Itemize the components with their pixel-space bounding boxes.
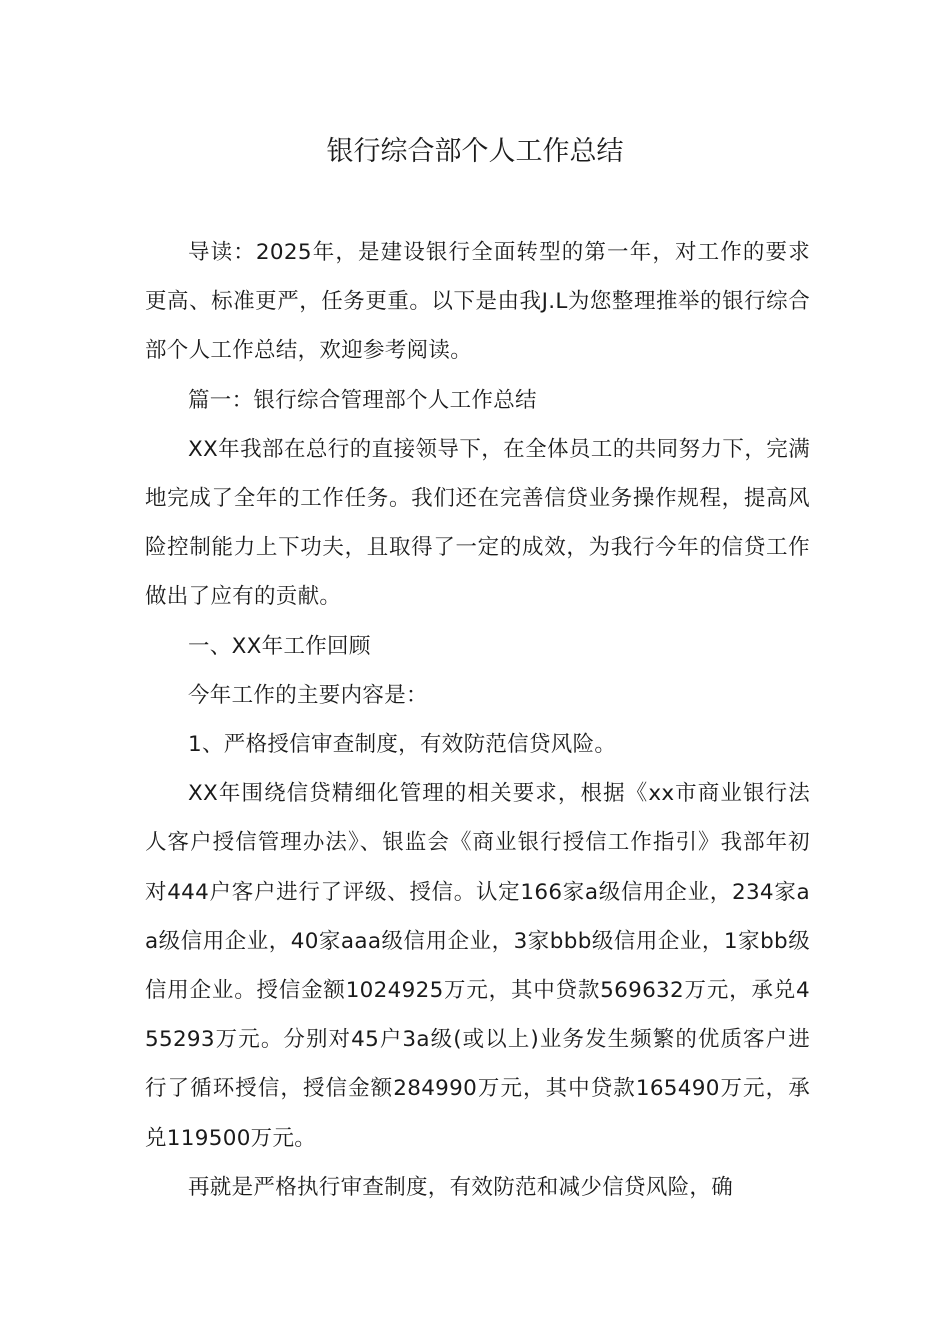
- paragraph-overview: XX年我部在总行的直接领导下，在全体员工的共同努力下，完满地完成了全年的工作任务。我们还在完善信贷业务操作规程，提高风险控制能力上下功夫，且取得了一定的成效，为我行今年的信贷工作做出了应有的贡献。: [145, 436, 810, 610]
- paragraph-intro: 导读：2025年，是建设银行全面转型的第一年，对工作的要求更高、标准更严，任务更重。以下是由我J.L为您整理推举的银行综合部个人工作总结，欢迎参考阅读。: [145, 240, 810, 364]
- paragraph-item-1: 1、严格授信审查制度，有效防范信贷风险。: [188, 732, 617, 758]
- document-title: 银行综合部个人工作总结: [326, 136, 624, 167]
- paragraph-section-heading: 篇一：银行综合管理部个人工作总结: [188, 387, 537, 413]
- paragraph-heading-review: 一、XX年工作回顾: [188, 633, 371, 659]
- paragraph-continuation: 再就是严格执行审查制度，有效防范和减少信贷风险，确: [188, 1174, 734, 1200]
- paragraph-main-content: 今年工作的主要内容是：: [188, 682, 428, 708]
- document-body: [145, 228, 810, 1212]
- paragraph-credit-details: XX年围绕信贷精细化管理的相关要求，根据《xx市商业银行法人客户授信管理办法》、银监会《商业银行授信工作指引》我部年初对444户客户进行了评级、授信。认定166家a级信用企业，234家aa级信用企业，40家aaa级信用企业，3家bbb级信用企业，1家bb级信用企业。授信金额1024925万元，其中贷款569632万元，承兑455293万元。分别对45户3a级(或以上)业务发生频繁的优质客户进行了循环授信，授信金额284990万元，其中贷款165490万元，承兑119500万元。: [145, 781, 810, 1151]
